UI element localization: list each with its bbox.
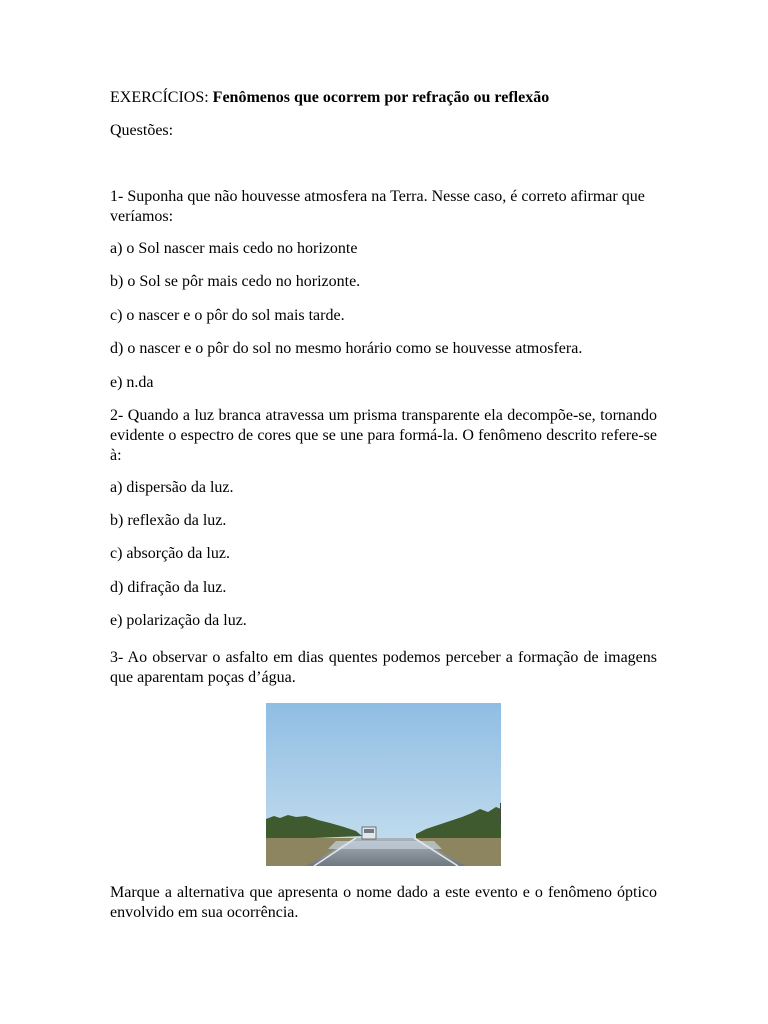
q1-option-d: d) o nascer e o pôr do sol no mesmo horário como se houvesse atmosfera.	[110, 340, 583, 357]
question-2-text: 2- Quando a luz branca atravessa um prisma transparente ela decompõe-se, tornando evidente o espectro de cores que se une para formá-la. O fenômeno descrito refere-se à:	[110, 407, 657, 464]
q2-option-e: e) polarização da luz.	[110, 612, 247, 629]
q2-option-c: c) absorção da luz.	[110, 545, 230, 562]
exercise-title	[110, 88, 657, 108]
questions-label: Questões:	[110, 122, 174, 139]
road-mirage-photo	[266, 703, 501, 866]
q2-option-b: b) reflexão da luz.	[110, 512, 227, 529]
question-3-text: 3- Ao observar o asfalto em dias quentes podemos perceber a formação de imagens que aparentam poças d’água.	[110, 649, 657, 686]
question-3-instruction: Marque a alternativa que apresenta o nome dado a este evento e o fenômeno óptico envolvido em sua ocorrência.	[110, 884, 657, 921]
question-1-text: 1- Suponha que não houvesse atmosfera na Terra. Nesse caso, é correto afirmar que veríamos:	[110, 188, 645, 225]
title-bold: Fenômenos que ocorrem por refração ou reflexão	[212, 89, 550, 106]
q1-option-b: b) o Sol se pôr mais cedo no horizonte.	[110, 273, 361, 290]
q2-option-a: a) dispersão da luz.	[110, 479, 234, 496]
title-prefix: EXERCÍCIOS:	[110, 89, 213, 106]
q1-option-e: e) n.da	[110, 374, 154, 391]
q1-option-a: a) o Sol nascer mais cedo no horizonte	[110, 240, 358, 257]
q1-option-c: c) o nascer e o pôr do sol mais tarde.	[110, 307, 345, 324]
signpost	[500, 803, 501, 823]
vehicle-window	[364, 829, 374, 833]
q2-option-d: d) difração da luz.	[110, 579, 227, 596]
